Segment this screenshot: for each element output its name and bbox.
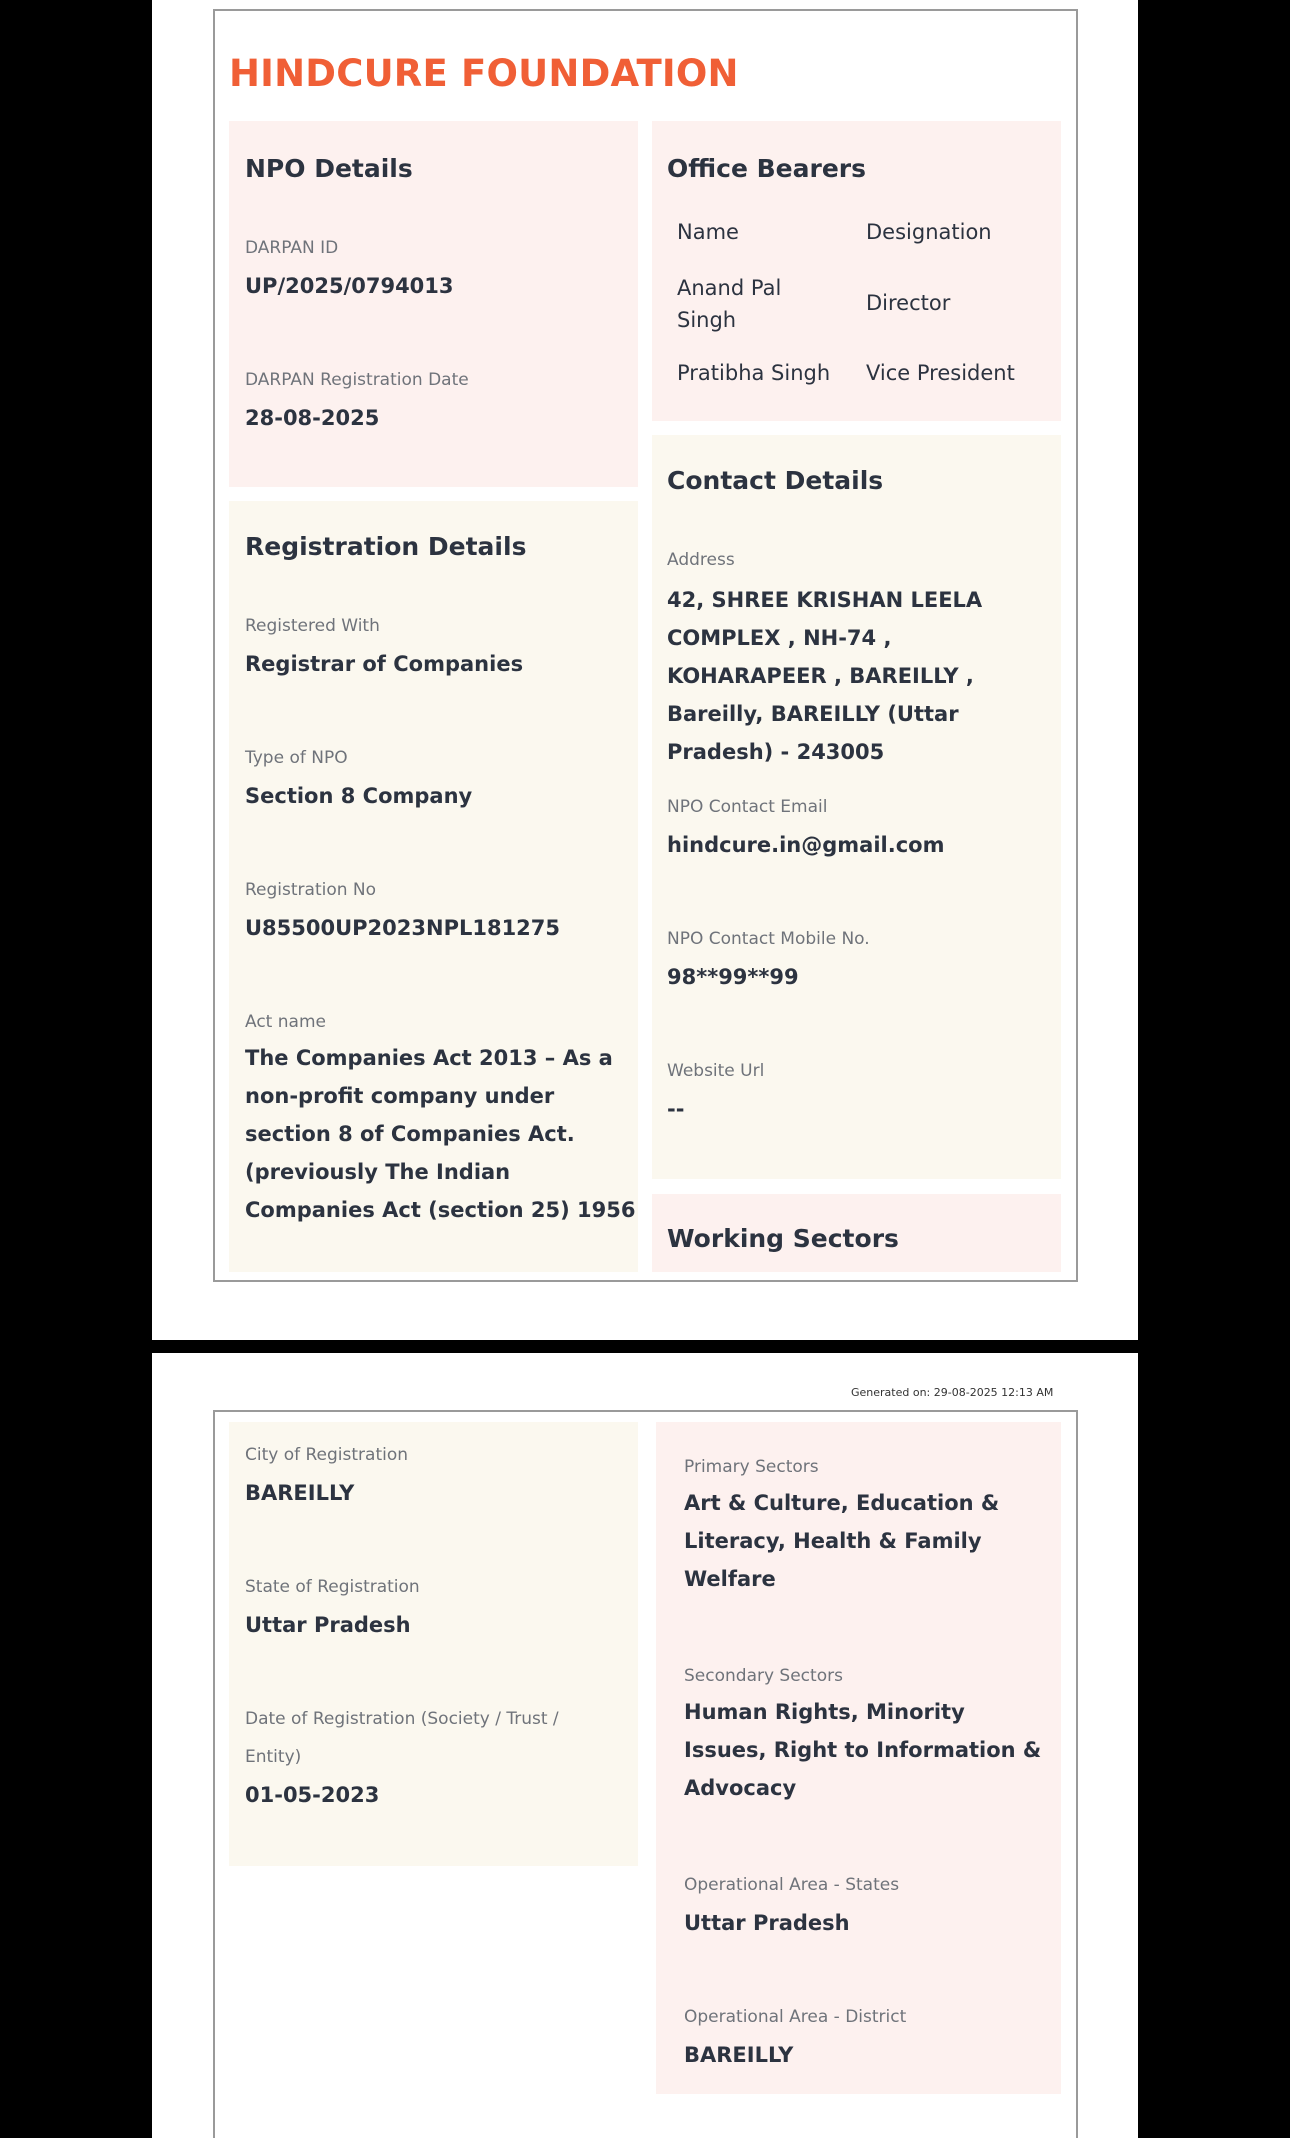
column-header-designation: Designation [866, 220, 992, 244]
address-label: Address [667, 550, 735, 570]
email-value: hindcure.in@gmail.com [667, 833, 945, 857]
working-sectors-card-continued [656, 1422, 1061, 2094]
darpan-id-label: DARPAN ID [245, 238, 339, 258]
generated-timestamp: Generated on: 29-08-2025 12:13 AM [851, 1386, 1054, 1399]
address-value: 42, SHREE KRISHAN LEELA COMPLEX , NH-74 , KOHARAPEER , BAREILLY , Bareilly, BAREILLY (Uttar Pradesh) - 243005 [667, 588, 983, 764]
secondary-sectors-value: Human Rights, Minority Issues, Right to Information & Advocacy [684, 1700, 1042, 1800]
state-value: Uttar Pradesh [245, 1613, 411, 1637]
registration-date-label: Date of Registration (Society / Trust / Entity) [245, 1709, 559, 1767]
bearer-name: Anand Pal Singh [677, 276, 782, 332]
registration-details-title: Registration Details [245, 532, 527, 561]
bearer-designation: Vice President [866, 361, 1015, 385]
darpan-id-value: UP/2025/0794013 [245, 274, 454, 298]
primary-sectors-value: Art & Culture, Education & Literacy, Health & Family Welfare [684, 1491, 1000, 1591]
column-header-name: Name [677, 220, 739, 244]
office-bearers-card [652, 121, 1061, 421]
act-name-value: The Companies Act 2013 – As a non-profit company under section 8 of Companies Act. (previously The Indian Companies Act (section 25) 1956 [245, 1046, 636, 1222]
registered-with-value: Registrar of Companies [245, 652, 524, 676]
contact-details-title: Contact Details [667, 466, 884, 495]
darpan-reg-date-label: DARPAN Registration Date [245, 370, 469, 390]
registration-no-value: U85500UP2023NPL181275 [245, 916, 561, 940]
operational-district-label: Operational Area - District [684, 2007, 907, 2027]
npo-type-value: Section 8 Company [245, 784, 473, 808]
city-label: City of Registration [245, 1445, 409, 1465]
bearer-name: Pratibha Singh [677, 361, 831, 385]
state-label: State of Registration [245, 1577, 420, 1597]
contact-details-card [652, 435, 1061, 1179]
mobile-value: 98**99**99 [667, 965, 799, 989]
npo-details-card [229, 121, 638, 487]
office-bearers-title: Office Bearers [667, 154, 866, 183]
organization-title: HINDCURE FOUNDATION [229, 52, 739, 95]
operational-states-label: Operational Area - States [684, 1875, 900, 1895]
operational-states-value: Uttar Pradesh [684, 1911, 850, 1935]
registration-details-card-continued [229, 1422, 638, 1866]
darpan-reg-date-value: 28-08-2025 [245, 406, 380, 430]
mobile-label: NPO Contact Mobile No. [667, 929, 870, 949]
secondary-sectors-label: Secondary Sectors [684, 1666, 843, 1686]
email-label: NPO Contact Email [667, 797, 828, 817]
registration-no-label: Registration No [245, 880, 377, 900]
website-label: Website Url [667, 1061, 765, 1081]
operational-district-value: BAREILLY [684, 2043, 794, 2067]
bearer-designation: Director [866, 291, 951, 315]
working-sectors-title: Working Sectors [667, 1224, 899, 1253]
primary-sectors-label: Primary Sectors [684, 1457, 819, 1477]
registered-with-label: Registered With [245, 616, 380, 636]
registration-details-card [229, 501, 638, 1272]
act-name-label: Act name [245, 1012, 326, 1032]
npo-type-label: Type of NPO [245, 748, 348, 768]
city-value: BAREILLY [245, 1481, 355, 1505]
npo-details-title: NPO Details [245, 154, 413, 183]
registration-date-value: 01-05-2023 [245, 1783, 380, 1807]
website-value: -- [667, 1097, 685, 1121]
working-sectors-card [652, 1194, 1061, 1272]
